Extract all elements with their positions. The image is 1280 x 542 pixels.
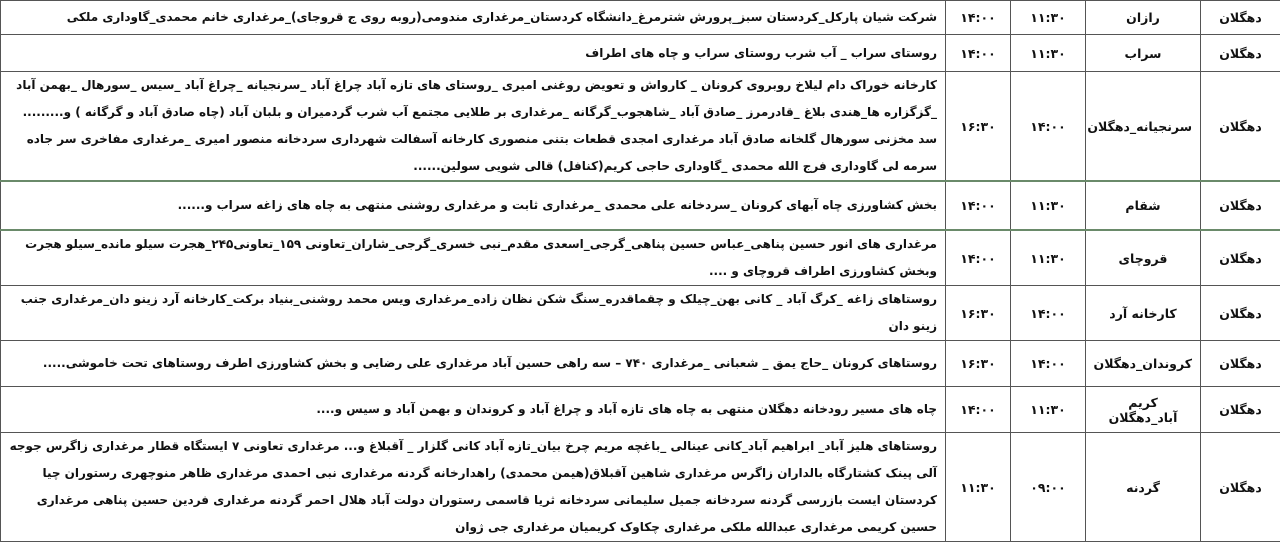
start-time-cell: ۱۴:۰۰: [1011, 72, 1086, 182]
start-time-cell: ۱۱:۳۰: [1011, 181, 1086, 230]
city-cell: شقام: [1086, 181, 1201, 230]
city-cell: سرنجیانه_دهگلان: [1086, 72, 1201, 182]
county-cell: دهگلان: [1201, 181, 1280, 230]
table-row: [1, 387, 1280, 433]
affected-areas-cell: روستای سراب _ آب شرب روستای سراب و چاه های اطراف: [1, 35, 946, 72]
table-row: [1, 433, 1280, 542]
end-time-cell: ۱۶:۳۰: [946, 286, 1011, 341]
start-time-cell: ۱۱:۳۰: [1011, 387, 1086, 433]
end-time-cell: ۱۱:۳۰: [946, 433, 1011, 542]
county-cell: دهگلان: [1201, 72, 1280, 182]
table-row: [1, 35, 1280, 72]
affected-areas-cell: روستاهای کرونان _حاج یمق _ شعبانی _مرغداری ۷۴۰ – سه راهی حسین آباد مرغداری علی رضایی و بخش کشاورزی اطرف روستاهای تحت خاموشی.....: [1, 341, 946, 387]
county-cell: دهگلان: [1201, 1, 1280, 35]
county-cell: دهگلان: [1201, 341, 1280, 387]
county-cell: دهگلان: [1201, 230, 1280, 286]
city-cell: قروچای: [1086, 230, 1201, 286]
city-cell: گردنه: [1086, 433, 1201, 542]
table-row: [1, 341, 1280, 387]
affected-areas-cell: روستاهای هلیز آباد_ ابراهیم آباد_کانی عینالی _باغچه مریم چرخ بیان_تازه آباد کانی گلزار _ آقبلاغ و... مرغداری تعاونی ۷ ایستگاه قطار مرغداری زاگرس جوجه آلی پینک کشتارگاه بالداران زاگرس مرغداری شاهین آقبلاق(هیمن محمدی) راهدارخانه گردنه مرغداری نبی احمدی مرغداری ظاهر منوچهری رستوران چیا کردستان ایست بازرسی گردنه سردخانه جمیل سلیمانی سردخانه ثریا قاسمی رستوران دولت آباد هلال احمر گردنه مرغداری فردین حسین پناهی مرغداری حسین کریمی مرغداری عبدالله ملکی مرغداری چکاوک کریمیان مرغداری جی ژوان: [1, 433, 946, 542]
table-row: [1, 230, 1280, 286]
end-time-cell: ۱۶:۳۰: [946, 341, 1011, 387]
end-time-cell: ۱۴:۰۰: [946, 387, 1011, 433]
county-cell: دهگلان: [1201, 35, 1280, 72]
city-cell: کارخانه آرد: [1086, 286, 1201, 341]
city-cell: سراب: [1086, 35, 1201, 72]
city-cell: کریم آباد_دهگلان: [1086, 387, 1201, 433]
table-row: [1, 72, 1280, 182]
county-cell: دهگلان: [1201, 387, 1280, 433]
start-time-cell: ۱۴:۰۰: [1011, 341, 1086, 387]
county-cell: دهگلان: [1201, 286, 1280, 341]
end-time-cell: ۱۶:۳۰: [946, 72, 1011, 182]
affected-areas-cell: کارخانه خوراک دام لیلاخ روبروی کرونان _ کارواش و تعویض روغنی امیری _روستای های تازه آباد چراغ آباد _سرنجیانه _چراغ آباد _سیس _سورهال _بهمن آباد _گزگزاره ها_هندی بلاغ _قادرمرز _صادق آباد _شاهجوب_گرگانه _مرغداری بر طلایی مجتمع آب شرب گردمیران و بلبان آباد (چاه صادق آباد و گرگانه ) و......... سد مخزنی سورهال گلخانه صادق آباد مرغداری امجدی قطعات بتنی منصوری کارخانه آسفالت شهرداری سردخانه منصور امیری _مرغداری مفاخری سر جاده سرمه لی گاوداری فرج الله محمدی _گاوداری حاجی کریم(کنافل) قالی شویی سولین......: [1, 72, 946, 182]
city-cell: رازان: [1086, 1, 1201, 35]
end-time-cell: ۱۴:۰۰: [946, 1, 1011, 35]
affected-areas-cell: شرکت شیان پارکل_کردستان سبز_پرورش شترمرغ_دانشگاه کردستان_مرغداری مندومی(روبه روی ج قروجای)_مرغداری خانم محمدی_گاوداری ملکی: [1, 1, 946, 35]
start-time-cell: ۰۹:۰۰: [1011, 433, 1086, 542]
start-time-cell: ۱۱:۳۰: [1011, 35, 1086, 72]
affected-areas-cell: روستاهای زاغه _کرگ آباد _ کانی بهن_چیلک و چقماقدره_سنگ شکن نظان زاده_مرغداری ویس محمد روشنی_بنیاد برکت_کارخانه آرد زینو دان_مرغداری جنب زینو دان: [1, 286, 946, 341]
affected-areas-cell: بخش کشاورزی چاه آبهای کرونان _سردخانه علی محمدی _مرغداری ثابت و مرغداری روشنی منتهی به چاه های زاغه سراب و......: [1, 181, 946, 230]
start-time-cell: ۱۴:۰۰: [1011, 286, 1086, 341]
end-time-cell: ۱۴:۰۰: [946, 181, 1011, 230]
table-row: [1, 286, 1280, 341]
start-time-cell: ۱۱:۳۰: [1011, 1, 1086, 35]
start-time-cell: ۱۱:۳۰: [1011, 230, 1086, 286]
end-time-cell: ۱۴:۰۰: [946, 230, 1011, 286]
affected-areas-cell: مرغداری های انور حسین پناهی_عباس حسین پناهی_گرجی_اسعدی مقدم_نبی خسری_گرجی_شاران_تعاونی ۱۵۹_تعاونی۲۴۵_هجرت سیلو مانده_سیلو هجرت وبخش کشاورزی اطراف قروچای و ....: [1, 230, 946, 286]
end-time-cell: ۱۴:۰۰: [946, 35, 1011, 72]
table-row: [1, 181, 1280, 230]
city-cell: کروندان_دهگلان: [1086, 341, 1201, 387]
table-row: [1, 1, 1280, 35]
county-cell: دهگلان: [1201, 433, 1280, 542]
affected-areas-cell: چاه های مسیر رودخانه دهگلان منتهی به چاه های تازه آباد و چراغ آباد و کروندان و بهمن آباد و سیس و....: [1, 387, 946, 433]
